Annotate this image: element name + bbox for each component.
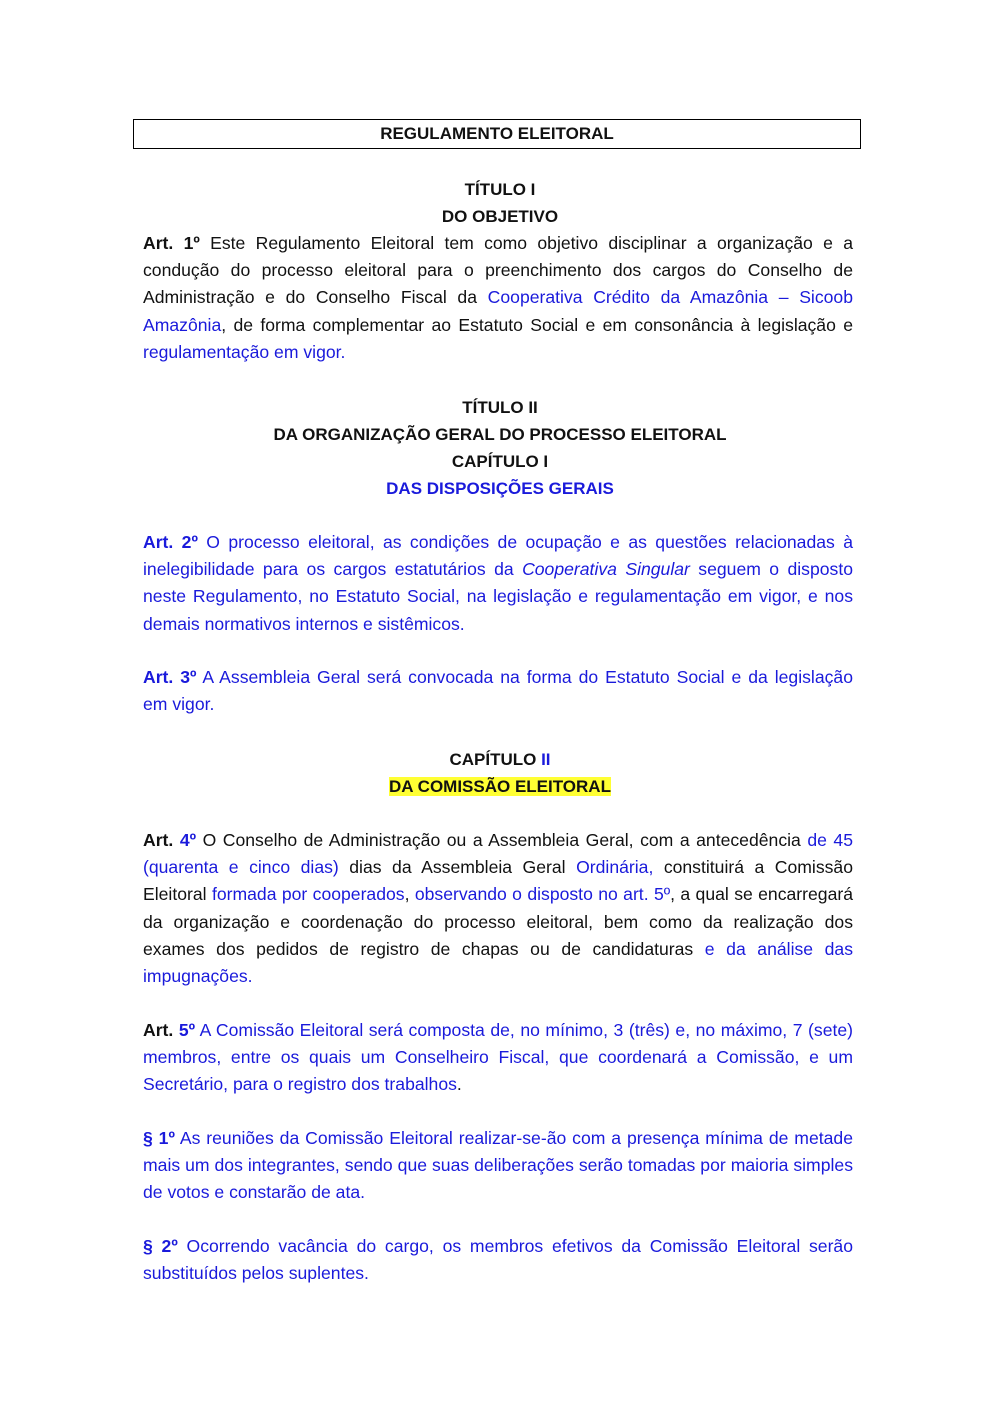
- paragraph-1-text: As reuniões da Comissão Eleitoral realizar-se-ão com a presença mínima de metade mais um dos integrantes, sendo que suas deliberações serão tomadas por maioria simples de votos e constarão de ata.: [143, 1128, 853, 1203]
- capitulo-2-label: [143, 746, 857, 773]
- article-4: [143, 827, 853, 990]
- article-4-ordinaria: Ordinária,: [576, 857, 654, 878]
- capitulo-1-label: CAPÍTULO I: [451, 452, 549, 471]
- article-2-italic-term: Cooperativa Singular: [522, 559, 690, 580]
- paragraph-1-number: § 1º: [143, 1128, 175, 1148]
- article-3-text: A Assembleia Geral será convocada na forma do Estatuto Social e da legislação em vigor.: [143, 667, 853, 715]
- article-4-comma: ,: [404, 884, 415, 905]
- article-5-number: 5º: [178, 1020, 196, 1040]
- paragraph-1: [143, 1125, 853, 1207]
- titulo-1-name: DO OBJETIVO: [441, 207, 559, 226]
- capitulo-1-name: DAS DISPOSIÇÕES GERAIS: [386, 479, 614, 498]
- article-2: [143, 529, 853, 638]
- article-1: [143, 230, 853, 366]
- article-5-prefix: Art.: [143, 1020, 179, 1040]
- article-4-text-end: e da análise das impugnações.: [143, 938, 854, 987]
- article-4-text: O Conselho de Administração ou a Assembleia Geral, com a antecedência: [196, 830, 808, 850]
- article-1-text: Este Regulamento Eleitoral tem como objetivo disciplinar a organização e a condução do processo eleitoral para o preenchimento dos cargos do Conselho de Administração e do Conselho Fiscal da: [143, 233, 853, 308]
- titulo-2-name: DA ORGANIZAÇÃO GERAL DO PROCESSO ELEITORAL: [273, 425, 727, 444]
- article-1-text-cont: , de forma complementar ao Estatuto Social e em consonância à legislação e: [221, 314, 853, 335]
- article-5: [143, 1017, 853, 1099]
- article-3: [143, 664, 853, 718]
- article-3-number: Art. 3º: [143, 667, 197, 687]
- article-2-text-cont: seguem o disposto neste Regulamento, no Estatuto Social, na legislação e regulamentação em vigor, e nos demais normativos internos e sistêmicos.: [143, 559, 854, 634]
- article-4-reference: observando o disposto no art. 5º: [414, 884, 671, 905]
- capitulo-2-name-highlighted: DA COMISSÃO ELEITORAL: [389, 777, 611, 796]
- article-2-number: Art. 2º: [143, 532, 198, 552]
- article-4-cooperados: formada por cooperados: [211, 884, 405, 905]
- article-4-text-2: dias da Assembleia Geral: [338, 857, 577, 878]
- article-4-prefix: Art.: [143, 830, 180, 850]
- titulo-2-label: TÍTULO II: [462, 398, 538, 417]
- paragraph-2: [143, 1233, 853, 1287]
- paragraph-2-number: § 2º: [143, 1236, 178, 1256]
- article-1-text-end: regulamentação em vigor.: [143, 341, 346, 362]
- capitulo-2-word: CAPÍTULO: [449, 750, 542, 769]
- article-5-text: A Comissão Eleitoral será composta de, no mínimo, 3 (três) e, no máximo, 7 (sete) membros, entre os quais um Conselheiro Fiscal, que coordenará a Comissão, e um Secretário, para o registro dos trabalhos: [143, 1020, 854, 1095]
- article-4-text-4: , a qual se encarregará da organização e coordenação do processo eleitoral, bem como da realização dos exames dos pedidos de registro de chapas ou de candidaturas: [143, 884, 854, 959]
- paragraph-2-text: Ocorrendo vacância do cargo, os membros efetivos da Comissão Eleitoral serão substituídos pelos suplentes.: [143, 1236, 854, 1284]
- titulo-1-label: TÍTULO I: [464, 180, 536, 199]
- article-4-number: 4º: [179, 830, 197, 850]
- capitulo-2-roman: II: [541, 750, 551, 769]
- capitulo-2-name-row: [143, 773, 857, 800]
- document-title: REGULAMENTO ELEITORAL: [133, 119, 861, 149]
- article-2-text: O processo eleitoral, as condições de ocupação e as questões relacionadas à inelegibilidade para os cargos estatutários da: [143, 532, 853, 580]
- article-1-number: Art. 1º: [143, 233, 200, 253]
- article-4-text-3: constituirá a Comissão Eleitoral: [143, 857, 853, 905]
- article-5-period: .: [456, 1074, 462, 1095]
- cooperative-name: Cooperativa Crédito da Amazônia – Sicoob Amazônia: [143, 287, 853, 335]
- article-4-deadline: de 45 (quarenta e cinco dias): [143, 830, 854, 878]
